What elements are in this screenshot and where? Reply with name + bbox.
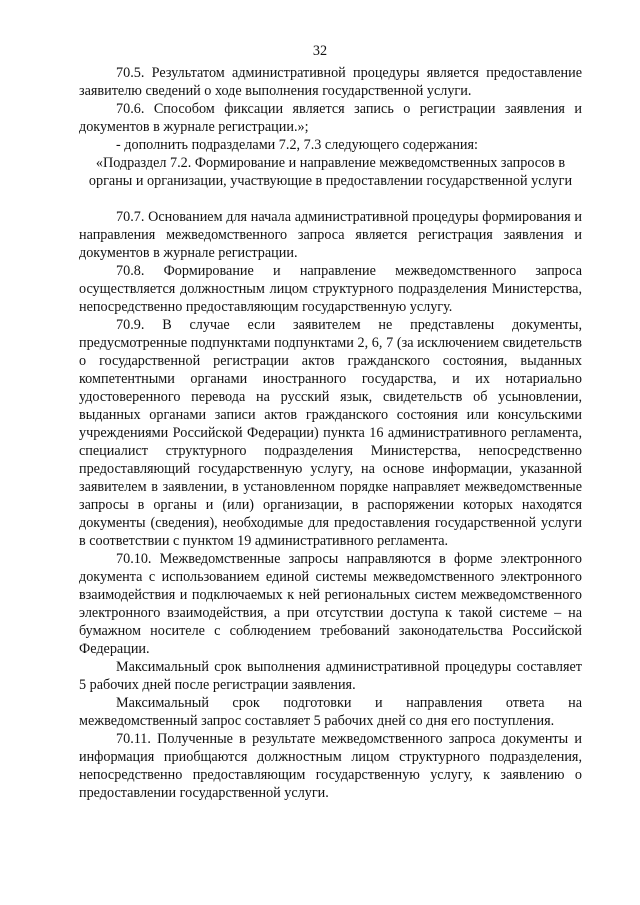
page-number: 32 xyxy=(312,43,328,59)
document-body xyxy=(79,64,582,802)
paragraph-max-term-response: Максимальный срок подготовки и направления ответа на межведомственный запрос составляет 5 рабочих дней со дня его поступления. xyxy=(79,695,582,729)
paragraph-70-7: 70.7. Основанием для начала административной процедуры формирования и направления межведомственного запроса является регистрация заявления и документов в журнале регистрации. xyxy=(79,209,582,261)
paragraph-max-term-procedure: Максимальный срок выполнения административной процедуры составляет 5 рабочих дней после регистрации заявления. xyxy=(79,659,582,693)
subsection-heading: «Подраздел 7.2. Формирование и направление межведомственных запросов в органы и организации, участвующие в предоставлении государственной услуги xyxy=(88,155,573,189)
paragraph-70-11: 70.11. Полученные в результате межведомственного запроса документы и информация приобщаются должностным лицом структурного подразделения, непосредственно предоставляющим государственную услугу, к заявлению о предоставлении государственной услуги. xyxy=(79,731,582,801)
amendment-note: - дополнить подразделами 7.2, 7.3 следующего содержания: xyxy=(116,137,478,153)
paragraph-70-5: 70.5. Результатом административной процедуры является предоставление заявителю сведений о ходе выполнения государственной услуги. xyxy=(79,65,582,99)
paragraph-70-9: 70.9. В случае если заявителем не представлены документы, предусмотренные подпунктами подпунктами 2, 6, 7 (за исключением свидетельств о государственной регистрации актов гражданского состояния, выданных компетентными органами иностранного государства, и их нотариально удостоверенного перевода на русский язык, свидетельств об усыновлении, выданных органами записи актов гражданского состояния или консульскими учреждениями Российской Федерации) пункта 16 административного регламента, специалист структурного подразделения Министерства, непосредственно предоставляющий государственную услугу, на основе информации, указанной заявителем в заявлении, в установленном порядке направляет межведомственные запросы в органы и (или) организации, в распоряжении которых находятся документы (сведения), необходимые для предоставления государственной услуги в соответствии с пунктом 19 административного регламента. xyxy=(79,317,582,549)
paragraph-70-6: 70.6. Способом фиксации является запись о регистрации заявления и документов в журнале регистрации.»; xyxy=(79,101,582,135)
spacer xyxy=(79,190,582,208)
paragraph-70-8: 70.8. Формирование и направление межведомственного запроса осуществляется должностным лицом структурного подразделения Министерства, непосредственно предоставляющим государственную услугу. xyxy=(79,263,582,315)
paragraph-70-10: 70.10. Межведомственные запросы направляются в форме электронного документа с использованием единой системы межведомственного электронного взаимодействия и подключаемых к ней региональных систем межведомственного электронного взаимодействия, а при отсутствии доступа к такой системе – на бумажном носителе с соблюдением требований законодательства Российской Федерации. xyxy=(79,551,582,657)
